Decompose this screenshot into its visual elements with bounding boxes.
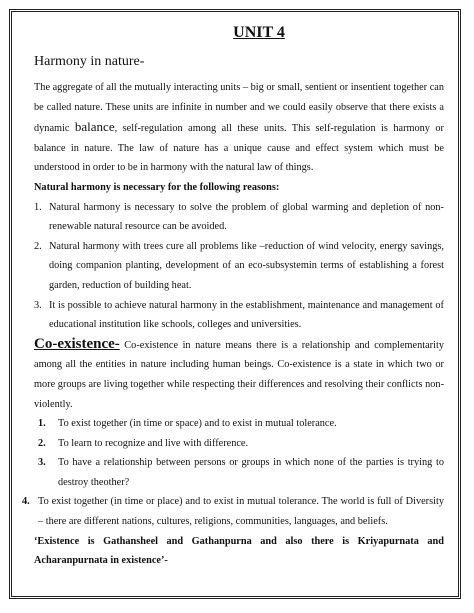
item-text: It is possible to achieve natural harmony in the establishment, maintenance and management of educational institution like schools, colleges and universities. — [49, 299, 444, 331]
coexistence-list — [34, 414, 444, 492]
item-number: 4. — [22, 496, 30, 508]
list-item — [34, 237, 444, 296]
harmony-paragraph — [34, 78, 444, 178]
item-number: 2. — [38, 437, 46, 449]
harmony-text-a: The aggregate of all the mutually interacting units – big or small, sentient or insentient together can be called nature. These units are infinite in number and we could easily observe that there exists a dynamic — [34, 82, 444, 135]
coexistence-paragraph — [34, 335, 444, 414]
coexistence-text: Co-existence in nature means there is a relationship and complementarity among all the entities in nature including human beings. Co-existence is a state in which two or more groups are living together while respecting their differences and resolving their conflicts non-violently. — [34, 339, 444, 410]
item-number: 3. — [34, 299, 42, 311]
list-item — [34, 414, 444, 434]
item-number: 3. — [38, 457, 46, 469]
list-item — [34, 453, 444, 492]
list-item — [34, 198, 444, 237]
item-text: To learn to recognize and live with difference. — [58, 437, 249, 449]
list-item — [34, 434, 444, 454]
item-text: To exist together (in time or place) and to exist in mutual tolerance. The world is full of Diversity – there are different nations, cultures, religions, communities, languages, and beliefs. — [38, 496, 444, 528]
document-body — [22, 24, 444, 571]
item-number: 2. — [34, 240, 42, 252]
reasons-list — [34, 198, 444, 335]
coexistence-heading: Co-existence- — [34, 335, 120, 352]
item-text: To exist together (in time or space) and to exist in mutual tolerance. — [58, 418, 337, 430]
item-number: 1. — [38, 418, 46, 430]
page-title: UNIT 4 — [233, 24, 285, 41]
item-text: Natural harmony with trees cure all problems like –reduction of wind velocity, energy savings, doing companion planting, development of an eco-subsystemin terms of establishing a forest garden, reduction of building heat. — [49, 240, 444, 291]
balance-word: balance — [74, 119, 115, 135]
item-text: To have a relationship between persons or groups in which none of the parties is trying to destroy theother? — [58, 457, 444, 488]
list-item-4 — [22, 492, 444, 531]
item-text: Natural harmony is necessary to solve the problem of global warming and depletion of non-renewable natural resource can be avoided. — [49, 201, 444, 233]
harmony-text-b: , self-regulation among all these units. This self-regulation is harmony or balance in nature. The law of nature has a unique cause and effect system which must be understood in order to be in harmony with the natural law of things. — [34, 123, 444, 174]
harmony-heading: Harmony in nature- — [34, 54, 145, 69]
existence-quote: ‘Existence is Gathansheel and Gathanpurna and also there is Kriyapurnata and Acharanpurnata in existence’- — [34, 535, 444, 567]
list-item — [34, 296, 444, 335]
item-number: 1. — [34, 201, 42, 213]
reasons-heading: Natural harmony is necessary for the following reasons: — [34, 181, 280, 193]
